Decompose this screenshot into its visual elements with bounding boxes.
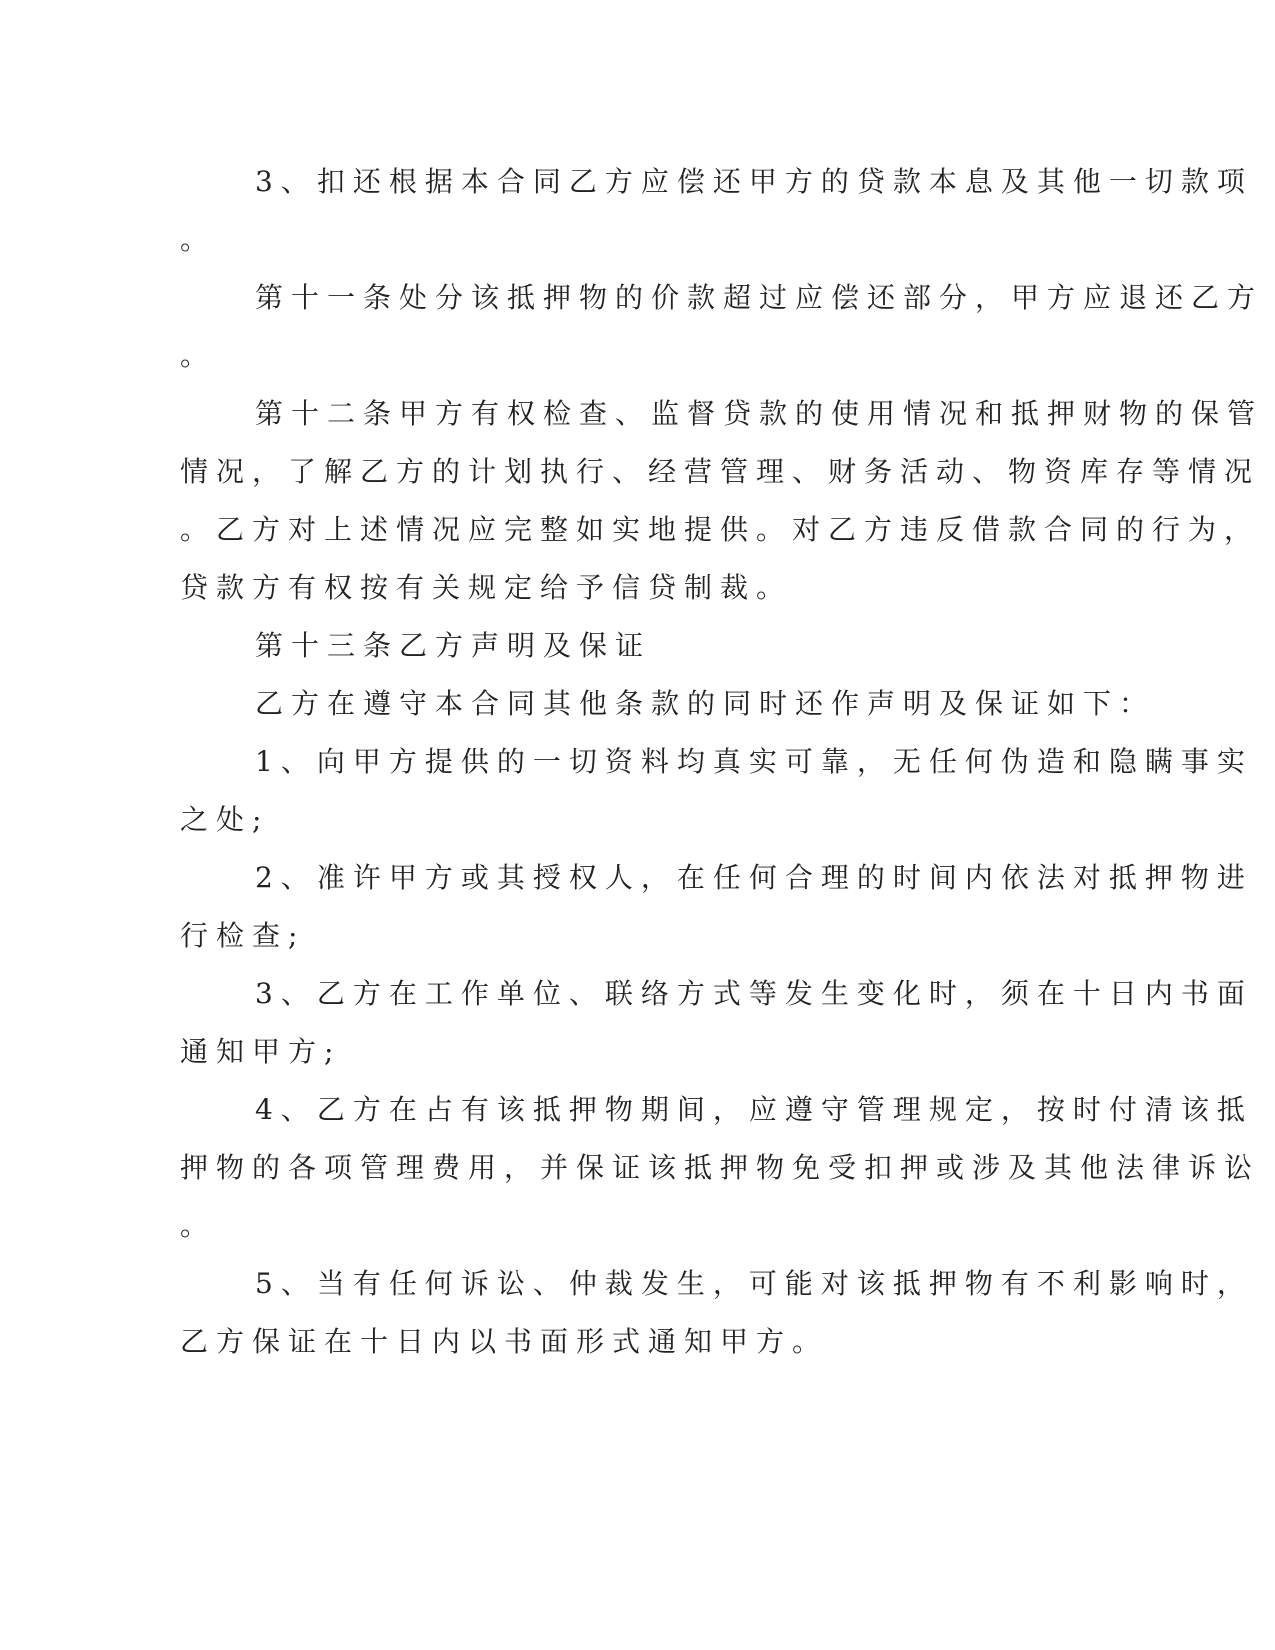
text-line: 通知甲方; (180, 1035, 342, 1068)
text-line: 之处; (180, 803, 270, 836)
text-line: 乙方在遵守本合同其他条款的同时还作声明及保证如下： (255, 687, 1156, 720)
text-line: 2、准许甲方或其授权人，在任何合理的时间内依法对抵押物进 (255, 861, 1253, 894)
text-line: 4、乙方在占有该抵押物期间，应遵守管理规定，按时付清该抵 (255, 1093, 1253, 1126)
text-line: 行检查; (180, 919, 306, 952)
text-line: 。 (180, 339, 217, 372)
text-line: 乙方保证在十日内以书面形式通知甲方。 (180, 1325, 829, 1358)
text-line: 第十三条乙方声明及保证 (255, 629, 652, 662)
text-line: 1、向甲方提供的一切资料均真实可靠，无任何伪造和隐瞒事实 (255, 745, 1253, 778)
text-line: 3、扣还根据本合同乙方应偿还甲方的贷款本息及其他一切款项 (255, 165, 1253, 198)
text-line: 情况，了解乙方的计划执行、经营管理、财务活动、物资库存等情况 (180, 455, 1261, 488)
text-line: 第十二条甲方有权检查、监督贷款的使用情况和抵押财物的保管 (255, 397, 1264, 430)
text-line: 押物的各项管理费用，并保证该抵押物免受扣押或涉及其他法律诉讼 (180, 1151, 1261, 1184)
text-line: 贷款方有权按有关规定给予信贷制裁。 (180, 571, 793, 604)
text-line: 5、当有任何诉讼、仲裁发生，可能对该抵押物有不利影响时， (255, 1267, 1253, 1300)
text-line: 。 (180, 1209, 217, 1242)
text-line: 第十一条处分该抵押物的价款超过应偿还部分，甲方应退还乙方 (255, 281, 1264, 314)
text-line: 。 (180, 223, 217, 256)
text-line: 。乙方对上述情况应完整如实地提供。对乙方违反借款合同的行为， (180, 513, 1261, 546)
text-line: 3、乙方在工作单位、联络方式等发生变化时，须在十日内书面 (255, 977, 1253, 1010)
